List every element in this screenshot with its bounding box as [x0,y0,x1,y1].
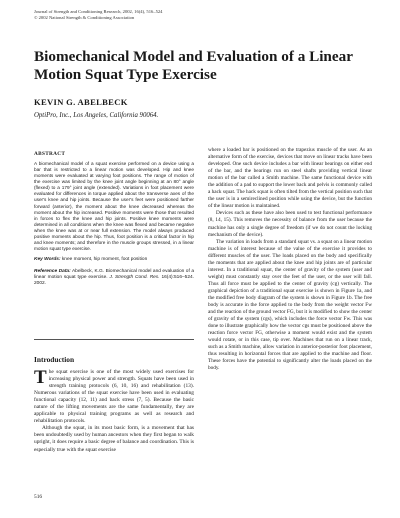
reference-volume: 16(4):516–524. 2002. [34,274,194,286]
drop-cap: T [34,367,47,388]
introduction-paragraph-1-text: he squat exercise is one of the most widely used exercises for increasing physical power and strength. Squats have been used in strength training protocols (6, 10, 16) and rehabilitation (13). Numerous variations of the squat exercise have been used in evaluating functional capacity (12, 11) and back stress (7, 5). Because the basic nature of the lifting movements are the same fundamentally, they are applicable to physical training programs as well as research and rehabilitation protocols. [34,369,194,425]
author-name: KEVIN G. ABELBECK [34,97,128,107]
keywords-text: knee moment, hip moment, foot position [60,257,148,263]
introduction-heading: Introduction [34,355,75,364]
right-paragraph-1: where a loaded bar is positioned on the trapezius muscle of the user. As an alternative form of the exercise, devices that move on linear tracks have been developed. One such device includes a bar with linear bearings on either end of the bar, and the bearings run on steel shafts providing vertical linear motion of the bar called a Smith machine. The same functional device with the addition of a pad to support the lower back and pelvis is commonly called a hack squat. The hack squat is often tilted from the vertical position such that the user is in a semireclined position while using the device, but the function of the linear motion is maintained. [208,147,372,210]
introduction-paragraph-2: Although the squat, in its most basic form, is a movement that has been undoubtedly used by human ancestors when they first began to walk upright, it does require a basic degree of balance and coordination. This is especially true with the squat exercise [34,425,194,453]
right-column [208,147,372,373]
copyright-line: © 2002 National Strength & Conditioning Association [34,15,135,20]
keywords-label: Key Words: [34,257,61,263]
introduction-paragraph-1 [34,369,194,425]
page-number: 516 [34,494,43,500]
article-title: Biomechanical Model and Evaluation of a Linear Motion Squat Type Exercise [34,48,353,83]
reference-data [34,269,194,288]
section-divider [34,339,194,340]
right-paragraph-2: Devices such as these have also been used to test functional performance (8, 14, 15). This removes the necessity of balance from the user because the machine has only a single degree of freedom (if we do not count the locking mechanism of the device). [208,210,372,238]
journal-header [34,9,162,21]
right-paragraph-3: The variation in loads from a standard squat vs. a squat on a linear motion machine is of interest because of the value of the exercise it provides to different muscles of the user. The loads placed on the body and specifically the moments that are applied about the knee and hip joints are of particular interest. In a traditional squat, the center of gravity of the system (user and weight) must constantly stay over the feet of the user, or the user will fall. Thus all force must be applied to the center of gravity (cg) vertically. The graphical depiction of a traditional squat exercise is shown in Figure 1a, and the modified free body diagram of the system is shown in Figure 1b. The free body is accurate in the force applied to the body from the weight vector Fw and the reaction of the ground vector FG, but it is modified to show the center of gravity of the system (cgs), which includes the force vector Fw. This was done to illustrate graphically how the vector cgs must be positioned above the reaction force vector FG, otherwise a moment would exist and the system would rotate, or in this case, tip over. Machines that run on a linear track, such as a Smith machine, allow variation in anterior-posterior foot placement, thus resulting in horizontal forces that are applied to the machine and floor. These forces have the potential to significantly alter the loads placed on the body. [208,238,372,372]
author-affiliation: OptiPro, Inc., Los Angeles, California 90064. [34,112,159,119]
keywords [34,257,194,263]
reference-journal: J. Strength Cond. Res. [107,274,162,280]
reference-label: Reference Data: [34,268,71,274]
abstract-column [34,151,194,287]
abstract-heading: ABSTRACT [34,151,66,157]
reference-text: Abelbeck, K.G. Biomechanical model and evaluation of a linear motion squat type exercise. [34,268,194,280]
abstract-text: A biomechanical model of a squat exercise performed on a device using a bar that is restricted to a linear motion was developed. Hip and knee moments were evaluated at varying foot positions. The range of motion of the exercise was limited by the knee joint angle beginning at an 80° angle (flexed) to a 179° joint angle (extended). Variations in foot placement were evaluated for differences in torque applied about the transverse axes of the user's knee and hip joints. Because the user's feet were positioned farther forward (anterior), the moment about the knee decreased whereas the moment about the hip increased. Positive moments were those that resulted in forces to flex the knee and hip joints. Positive knee moments were determined in all conditions when the knee was flexed and became negative when the knee was at or near full extension. The model always produced positive moments about the hip. Thus, foot position is a critical factor in hip and knee moments; and therefore in the muscle groups stressed, in a linear motion squat type exercise. [34,160,194,252]
introduction-body [34,369,194,454]
journal-citation-line: Journal of Strength and Conditioning Research, 2002, 16(4), 516–524 [34,9,163,14]
